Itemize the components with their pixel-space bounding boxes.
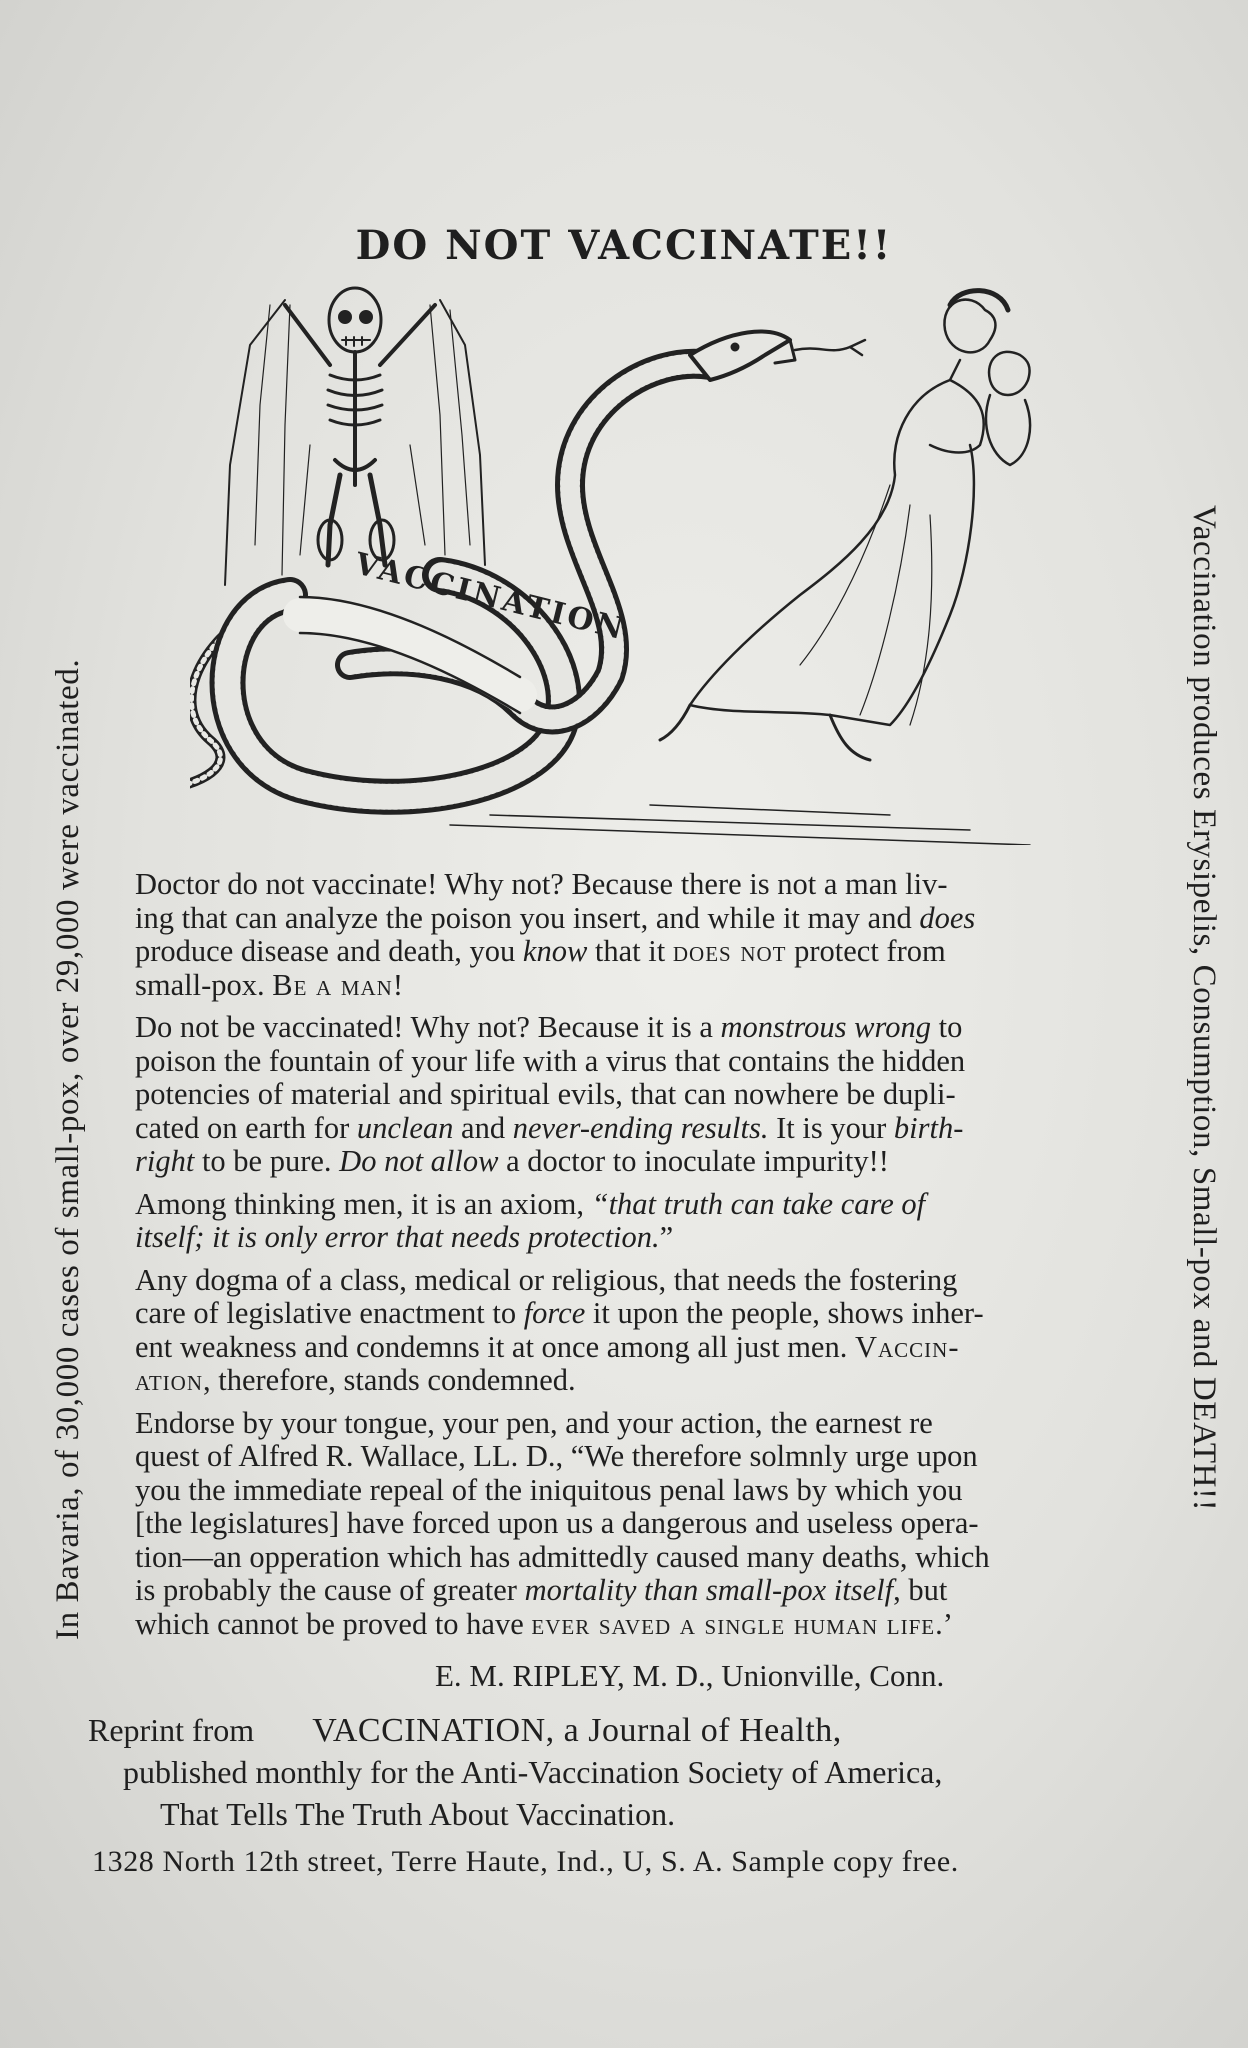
serpent-banner-label: VACCINATION bbox=[351, 546, 630, 648]
text-span: itself; it is only error that needs protection. bbox=[135, 1220, 660, 1254]
text-span: [the legislatures] have forced upon us a dangerous and useless opera- bbox=[135, 1506, 979, 1540]
text-span: ation bbox=[135, 1363, 203, 1397]
text-span: and bbox=[453, 1110, 513, 1145]
text-span: quest of Alfred R. Wallace, LL. D., “We therefore solmnly urge upon bbox=[135, 1439, 978, 1473]
text-span: produce disease and death, you bbox=[135, 934, 523, 968]
text-span: Do not be vaccinated! Why not? Because it is a bbox=[135, 1010, 721, 1044]
text-span: a doctor to inoculate impurity!! bbox=[498, 1144, 889, 1178]
skeleton-figure bbox=[225, 288, 485, 585]
text-span: Among thinking men, it is an axiom, bbox=[135, 1186, 592, 1221]
text-span: Doctor do not vaccinate! Why not? Because there is not a man liv- bbox=[135, 867, 948, 901]
paragraph-3 bbox=[135, 1188, 1175, 1255]
tagline: That Tells The Truth About Vaccination. bbox=[160, 1796, 676, 1832]
text-span: that it bbox=[587, 934, 673, 968]
text-span: care of legislative enactment to bbox=[135, 1296, 524, 1330]
text-span: “that truth can take care of bbox=[591, 1186, 926, 1221]
right-margin-note: Vaccination produces Erysipelis, Consumption, Small-pox and DEATH!! bbox=[1186, 505, 1222, 1512]
text-span: never-ending results. bbox=[512, 1110, 769, 1145]
text-span: does not bbox=[672, 934, 787, 968]
text-span: does bbox=[919, 900, 976, 935]
text-span: poison the fountain of your life with a virus that contains the hidden bbox=[135, 1043, 966, 1078]
article-body bbox=[135, 868, 1175, 1650]
publication-name: VACCINATION, a Journal of Health, bbox=[312, 1712, 842, 1749]
text-span: cated on earth for bbox=[135, 1110, 357, 1145]
text-span: right bbox=[135, 1144, 195, 1178]
serpent-figure bbox=[190, 332, 865, 797]
text-span: protect from bbox=[786, 934, 946, 968]
text-span: to be pure. bbox=[194, 1144, 340, 1178]
text-span: tion—an opperation which has admittedly caused many deaths, which bbox=[135, 1539, 990, 1574]
text-span: it upon the people, shows inher- bbox=[585, 1296, 984, 1330]
left-margin-note: In Bavaria, of 30,000 cases of small-pox, over 29,000 were vaccinated. bbox=[50, 658, 86, 1640]
paragraph-2 bbox=[135, 1011, 1175, 1179]
serpent-illustration bbox=[190, 285, 1080, 845]
text-span: force bbox=[523, 1296, 586, 1330]
text-span: Vaccin- bbox=[854, 1329, 960, 1364]
page-title: DO NOT VACCINATE!! bbox=[355, 222, 893, 269]
text-span: ent weakness and condemns it at once among all just men. bbox=[135, 1329, 855, 1364]
text-span: Any dogma of a class, medical or religious, that needs the fostering bbox=[135, 1262, 958, 1297]
address-line: 1328 North 12th street, Terre Haute, Ind., U, S. A. Sample copy free. bbox=[92, 1845, 959, 1878]
text-span: ever saved a single human life bbox=[531, 1606, 936, 1641]
text-span: Do not allow bbox=[339, 1144, 499, 1178]
text-span: , therefore, stands condemned. bbox=[203, 1363, 576, 1397]
text-span: Be a man! bbox=[272, 967, 404, 1002]
paragraph-1 bbox=[135, 868, 1175, 1002]
text-span: .’ bbox=[935, 1606, 953, 1641]
text-span: ” bbox=[659, 1220, 674, 1254]
text-span: which cannot be proved to have bbox=[135, 1606, 532, 1641]
paragraph-4 bbox=[135, 1264, 1175, 1398]
text-span: monstrous wrong bbox=[720, 1010, 931, 1044]
text-span: you the immediate repeal of the iniquitous penal laws by which you bbox=[135, 1472, 963, 1507]
text-span: unclean bbox=[356, 1110, 454, 1145]
text-span: is probably the cause of greater bbox=[135, 1573, 525, 1607]
text-span: small-pox. bbox=[135, 967, 273, 1002]
text-span: , but bbox=[893, 1573, 948, 1607]
author-signature: E. M. RIPLEY, M. D., Unionville, Conn. bbox=[435, 1658, 945, 1693]
text-span: know bbox=[522, 934, 588, 968]
text-span: Endorse by your tongue, your pen, and your action, the earnest re bbox=[135, 1405, 933, 1440]
text-span: It is your bbox=[768, 1110, 894, 1145]
text-span: potencies of material and spiritual evils, that can nowhere be dupli- bbox=[135, 1077, 956, 1111]
publisher-line: published monthly for the Anti-Vaccination Society of America, bbox=[123, 1754, 943, 1790]
reprint-from-label: Reprint from bbox=[88, 1712, 255, 1748]
text-span: mortality than small-pox itself bbox=[524, 1573, 894, 1607]
paragraph-5 bbox=[135, 1407, 1175, 1642]
text-span: to bbox=[930, 1010, 963, 1044]
text-span: birth- bbox=[893, 1110, 964, 1145]
text-span: ing that can analyze the poison you insert, and while it may and bbox=[135, 900, 920, 935]
